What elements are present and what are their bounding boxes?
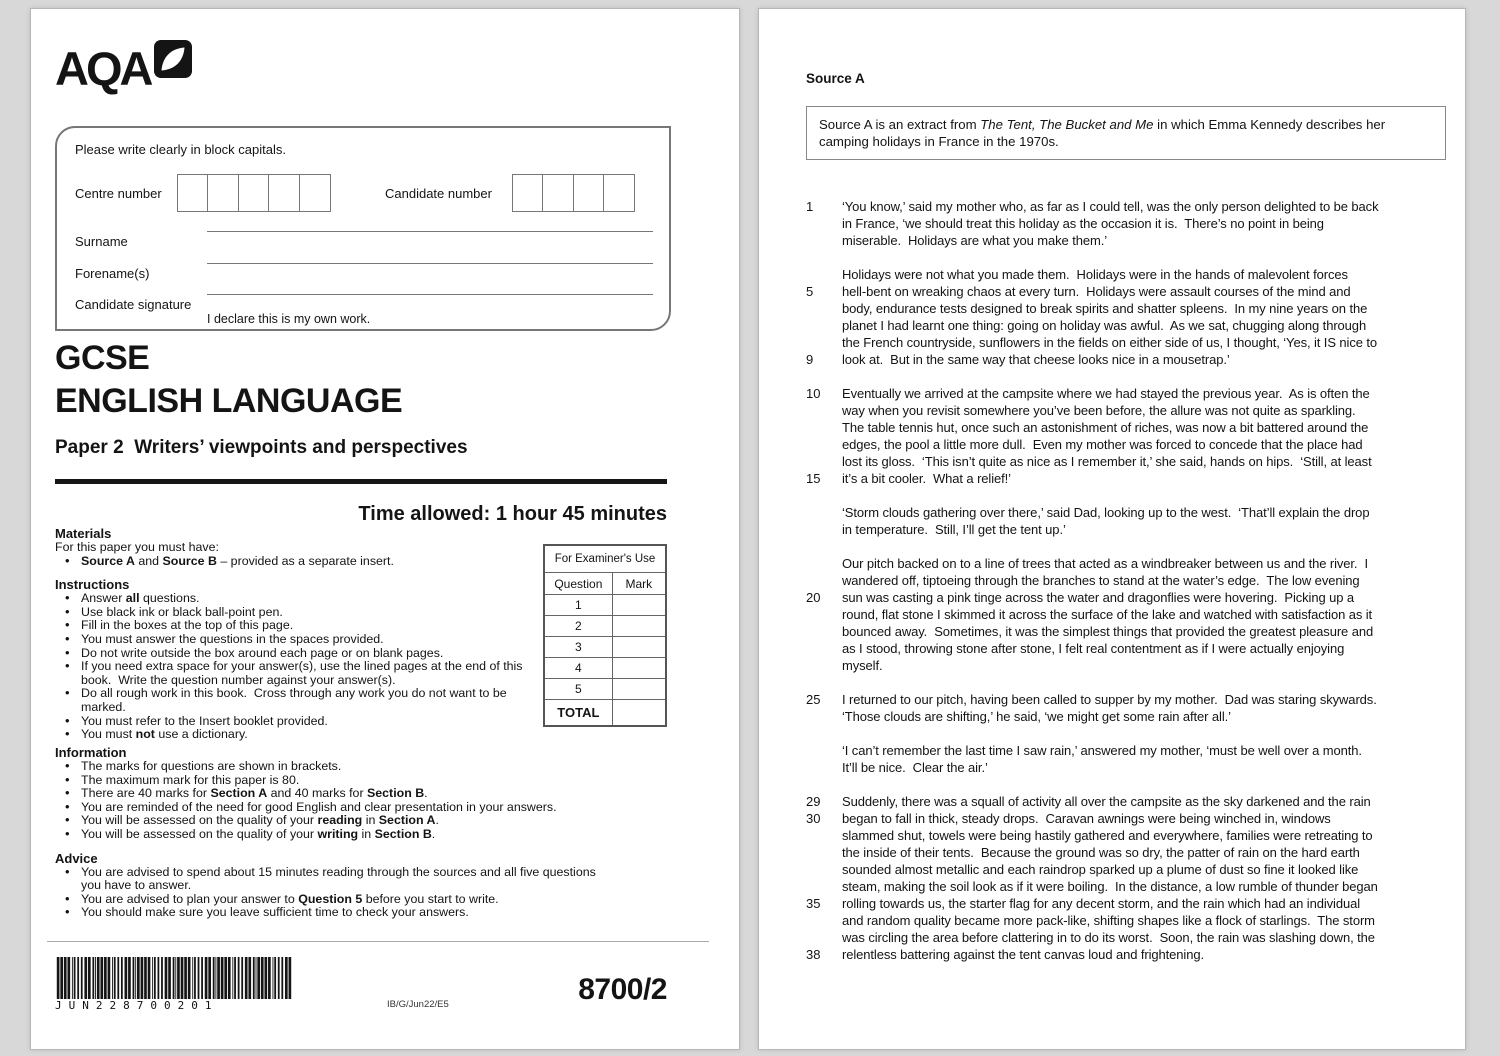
line-number: 20 (806, 590, 821, 605)
source-line (806, 827, 1436, 844)
source-paragraph (806, 555, 1436, 674)
line-number: 35 (806, 896, 821, 911)
mark-cell (612, 658, 666, 679)
source-paragraph (806, 504, 1436, 538)
examiner-col-mark: Mark (612, 573, 666, 595)
source-line (806, 436, 1436, 453)
examiner-table-row (544, 616, 666, 637)
bullet-item: • The marks for questions are shown in brackets. (55, 760, 600, 774)
question-number-cell: 2 (544, 616, 612, 637)
examiner-table-row (544, 595, 666, 616)
front-section-materials (55, 526, 535, 568)
source-line (806, 198, 1436, 215)
source-line (806, 623, 1436, 640)
mark-cell (612, 679, 666, 700)
surname-label: Surname (75, 234, 128, 249)
mark-cell (612, 637, 666, 658)
front-cover-page (30, 8, 740, 1050)
number-entry-box (542, 174, 574, 212)
line-number (806, 555, 832, 572)
line-number (806, 640, 832, 657)
source-line (806, 572, 1436, 589)
surname-write-line (207, 231, 653, 232)
line-text: it’s a bit cooler. What a relief!’ (842, 471, 1011, 486)
aqa-logo (55, 43, 193, 95)
line-text: in temperature. Still, I’ll get the tent up.’ (842, 522, 1066, 537)
line-number (806, 827, 832, 844)
examiner-table (543, 544, 667, 727)
line-text: Our pitch backed on to a line of trees that acted as a windbreaker between us and the river. I (842, 556, 1368, 571)
line-text: the French countryside, sunflowers in the fields on either side of us, I thought, ‘Yes, it IS nice to (842, 335, 1377, 350)
source-paragraph (806, 385, 1436, 487)
source-paragraph (806, 793, 1436, 963)
bullet-item: • You should make sure you leave sufficient time to check your answers. (55, 906, 600, 920)
line-text: slammed shut, towels were being hastily gathered and everywhere, families were retreating to (842, 828, 1373, 843)
centre-number-boxes (178, 174, 331, 212)
source-line (806, 555, 1436, 572)
line-text: ‘You know,’ said my mother who, as far as I could tell, was the only person delighted to be back (842, 199, 1379, 214)
bullet-item: • You must not use a dictionary. (55, 728, 535, 742)
bullet-item: • You are reminded of the need for good English and clear presentation in your answers. (55, 801, 600, 815)
line-number (806, 334, 832, 351)
bullet-item: • Do not write outside the box around each page or on blank pages. (55, 647, 535, 661)
line-text: rolling towards us, the starter flag for any decent storm, and the rain which had an individual (842, 896, 1361, 911)
bullet-item: • You are advised to plan your answer to Question 5 before you start to write. (55, 893, 600, 907)
source-line (806, 861, 1436, 878)
line-number: 9 (806, 352, 814, 367)
declaration-note: I declare this is my own work. (207, 312, 371, 326)
line-text: It’ll be nice. Clear the air.’ (842, 760, 988, 775)
line-number: 30 (806, 811, 821, 826)
line-text: miserable. Holidays are what you make them.’ (842, 233, 1108, 248)
candidate-number-label: Candidate number (385, 186, 492, 201)
line-text: planet I had learnt one thing: going on holiday was awful. As we sat, chugging along through (842, 318, 1367, 333)
section-heading: Information (55, 745, 127, 760)
line-text: I returned to our pitch, having been called to supper by my mother. Dad was staring skywards. (842, 692, 1377, 707)
line-text: bounced away. Sometimes, it was the simplest things that provided the greatest pleasure and (842, 624, 1374, 639)
bullet-item: • You must answer the questions in the spaces provided. (55, 633, 535, 647)
line-text: was circling the area before clattering in to do its worst. Soon, the rain was slashing down, the (842, 930, 1375, 945)
line-number (806, 266, 832, 283)
bullet-item: • You are advised to spend about 15 minutes reading through the sources and all five questions you have to answer. (55, 866, 600, 893)
source-line (806, 283, 1436, 300)
line-text: the inside of their tents. Because the ground was so dry, the patter of rain on the hard earth (842, 845, 1360, 860)
line-text: ‘I can’t remember the last time I saw rain,’ answered my mother, ‘must be well over a month. (842, 743, 1362, 758)
source-line (806, 929, 1436, 946)
source-line (806, 300, 1436, 317)
bullet-item: • There are 40 marks for Section A and 40 marks for Section B. (55, 787, 600, 801)
line-text: and random quality became more pack-like, shifting shapes like a flock of starlings. The storm (842, 913, 1375, 928)
mark-cell (612, 595, 666, 616)
source-line (806, 385, 1436, 402)
source-line (806, 402, 1436, 419)
number-entry-box (238, 174, 270, 212)
source-line (806, 878, 1436, 895)
source-line (806, 266, 1436, 283)
source-line (806, 742, 1436, 759)
section-heading: Instructions (55, 577, 130, 593)
line-text: Eventually we arrived at the campsite where we had stayed the previous year. As is often the (842, 386, 1370, 401)
line-number (806, 300, 832, 317)
line-text: hell-bent on wreaking chaos at every turn. Holidays were assault courses of the mind and (842, 284, 1351, 299)
front-section-information (55, 745, 600, 842)
line-number: 29 (806, 794, 821, 809)
footer-code: IB/G/Jun22/E5 (387, 999, 449, 1010)
aqa-logo-text: AQA (55, 42, 151, 95)
line-number (806, 504, 832, 521)
qualification-title: GCSE (55, 339, 150, 377)
source-a-intro-text: Source A is an extract from The Tent, The Bucket and Me in which Emma Kennedy describes her camping holidays in France in the 1970s. (819, 117, 1386, 149)
bullet-item: • You must refer to the Insert booklet provided. (55, 715, 535, 729)
source-paragraph (806, 691, 1436, 725)
block-capitals-instruction: Please write clearly in block capitals. (75, 142, 286, 157)
source-a-heading: Source A (806, 71, 865, 86)
line-text: Holidays were not what you made them. Holidays were in the hands of malevolent forces (842, 267, 1348, 282)
bullet-item: • Source A and Source B – provided as a separate insert. (55, 555, 535, 569)
forenames-write-line (207, 263, 653, 264)
aqa-leaf-icon (153, 39, 193, 84)
number-entry-box (299, 174, 331, 212)
section-intro: For this paper you must have: (55, 540, 219, 554)
centre-number-label: Centre number (75, 186, 162, 201)
line-number (806, 657, 832, 674)
examiner-table-row (544, 637, 666, 658)
source-a-text (806, 198, 1436, 980)
source-line (806, 453, 1436, 470)
signature-label: Candidate signature (75, 297, 192, 312)
line-text: wandered off, tiptoeing through the branches to stand at the water’s edge. The low evening (842, 573, 1360, 588)
front-section-advice (55, 851, 600, 920)
source-line (806, 640, 1436, 657)
source-paragraph (806, 198, 1436, 249)
line-number: 10 (806, 386, 821, 401)
line-number: 25 (806, 692, 821, 707)
source-line (806, 215, 1436, 232)
source-line (806, 657, 1436, 674)
question-number-cell: 4 (544, 658, 612, 679)
source-line (806, 589, 1436, 606)
line-text: Suddenly, there was a squall of activity all over the campsite as the sky darkened and the rain (842, 794, 1371, 809)
line-text: ‘Those clouds are shifting,’ he said, ‘we might get some rain after all.’ (842, 709, 1231, 724)
line-number (806, 742, 832, 759)
source-line (806, 793, 1436, 810)
line-text: relentless battering against the tent canvas loud and frightening. (842, 947, 1204, 962)
candidate-details-box (55, 126, 671, 331)
source-line (806, 895, 1436, 912)
line-text: body, endurance tests designed to break spirits and shatter spleens. In my nine years on the (842, 301, 1368, 316)
line-text: sun was casting a pink tinge across the water and dragonflies were hovering. Picking up a (842, 590, 1355, 605)
forenames-label: Forename(s) (75, 266, 150, 281)
line-text: in France, ‘we should treat this holiday as the occasion it is. There’s no point in being (842, 216, 1324, 231)
number-entry-box (512, 174, 544, 212)
section-heading: Materials (55, 526, 112, 541)
title-block (55, 337, 402, 423)
line-text: look at. But in the same way that cheese looks nice in a mousetrap.’ (842, 352, 1230, 367)
source-line (806, 351, 1436, 368)
line-text: round, flat stone I skimmed it across the surface of the lake and watched with satisfaction as it (842, 607, 1373, 622)
source-a-intro-box (806, 106, 1446, 160)
section-heading: Advice (55, 850, 98, 866)
number-entry-box (603, 174, 635, 212)
front-sections-main (55, 526, 535, 751)
source-line (806, 419, 1436, 436)
time-allowed: Time allowed: 1 hour 45 minutes (358, 503, 667, 525)
source-line (806, 521, 1436, 538)
source-a-page (758, 8, 1466, 1050)
examiner-col-question: Question (544, 573, 612, 595)
bullet-item: • You will be assessed on the quality of your reading in Section A. (55, 814, 600, 828)
line-number (806, 521, 832, 538)
source-line (806, 504, 1436, 521)
examiner-table-row (544, 658, 666, 679)
number-entry-box (268, 174, 300, 212)
line-number (806, 572, 832, 589)
line-number (806, 317, 832, 334)
line-number (806, 844, 832, 861)
mark-cell (612, 616, 666, 637)
examiner-table-row (544, 679, 666, 700)
question-number-cell: 5 (544, 679, 612, 700)
examiner-table-title: For Examiner's Use (544, 545, 666, 573)
line-number (806, 402, 832, 419)
line-text: sounded almost metallic and each raindrop sparked up a plume of dust so fine it looked like (842, 862, 1359, 877)
line-number (806, 861, 832, 878)
source-paragraph (806, 742, 1436, 776)
line-text: steam, making the soil look as if it were boiling. In the distance, a low rumble of thunder began (842, 879, 1378, 894)
source-line (806, 810, 1436, 827)
source-line (806, 470, 1436, 487)
bullet-item: • Use black ink or black ball-point pen. (55, 606, 535, 620)
barcode-text: JUN228700201 (55, 999, 219, 1012)
footer-divider (47, 941, 709, 942)
line-number (806, 759, 832, 776)
line-number (806, 623, 832, 640)
line-number (806, 215, 832, 232)
examiner-total-mark-cell (612, 700, 666, 727)
bullet-item: • The maximum mark for this paper is 80. (55, 774, 600, 788)
line-number (806, 708, 832, 725)
number-entry-box (207, 174, 239, 212)
line-text: began to fall in thick, steady drops. Caravan awnings were being winched in, windows (842, 811, 1331, 826)
line-text: lost its gloss. ‘This isn’t quite as nice as I remember it,’ she said, hands on hips. ‘Still, at least (842, 454, 1372, 469)
source-line (806, 232, 1436, 249)
examiner-table-body (544, 545, 666, 726)
line-text: myself. (842, 658, 883, 673)
line-number (806, 606, 832, 623)
subject-title: ENGLISH LANGUAGE (55, 382, 403, 420)
line-number: 38 (806, 947, 821, 962)
number-entry-box (177, 174, 209, 212)
bullet-item: • Do all rough work in this book. Cross through any work you do not want to be marked. (55, 687, 535, 714)
line-number (806, 232, 832, 249)
number-entry-box (573, 174, 605, 212)
line-number (806, 912, 832, 929)
paper-reference: 8700/2 (578, 973, 667, 1006)
paper-subtitle: Paper 2 Writers’ viewpoints and perspectives (55, 437, 468, 458)
bullet-item: • Fill in the boxes at the top of this page. (55, 619, 535, 633)
source-line (806, 946, 1436, 963)
examiner-total-label: TOTAL (544, 700, 612, 727)
line-number: 5 (806, 284, 814, 299)
front-section-instructions (55, 577, 535, 742)
source-line (806, 334, 1436, 351)
line-number (806, 419, 832, 436)
line-number: 15 (806, 471, 821, 486)
source-line (806, 691, 1436, 708)
line-text: ‘Storm clouds gathering over there,’ said Dad, looking up to the west. ‘That’ll explain the drop (842, 505, 1370, 520)
line-number: 1 (806, 199, 814, 214)
signature-write-line (207, 294, 653, 295)
line-text: way when you revisit somewhere you’ve been before, the allure was not quite as sparkling. (842, 403, 1356, 418)
line-number (806, 453, 832, 470)
source-line (806, 912, 1436, 929)
divider-rule (55, 479, 667, 484)
source-line (806, 708, 1436, 725)
source-line (806, 844, 1436, 861)
source-line (806, 317, 1436, 334)
bullet-item: • Answer all questions. (55, 592, 535, 606)
source-line (806, 759, 1436, 776)
line-number (806, 436, 832, 453)
question-number-cell: 1 (544, 595, 612, 616)
line-number (806, 929, 832, 946)
line-number (806, 878, 832, 895)
question-number-cell: 3 (544, 637, 612, 658)
front-sections-lower (55, 745, 600, 929)
bullet-item: • You will be assessed on the quality of your writing in Section B. (55, 828, 600, 842)
line-text: edges, the pool a little more dull. Even my mother was forced to concede that the place had (842, 437, 1363, 452)
source-paragraph (806, 266, 1436, 368)
source-line (806, 606, 1436, 623)
line-text: The table tennis hut, once such an astonishment of riches, was now a bit battered around the (842, 420, 1369, 435)
bullet-item: • If you need extra space for your answer(s), use the lined pages at the end of this book. Write the question number against your answer(s). (55, 660, 535, 687)
candidate-number-boxes (513, 174, 635, 212)
line-text: as I stood, throwing stone after stone, I felt real contentment as if I were actually enjoying (842, 641, 1345, 656)
